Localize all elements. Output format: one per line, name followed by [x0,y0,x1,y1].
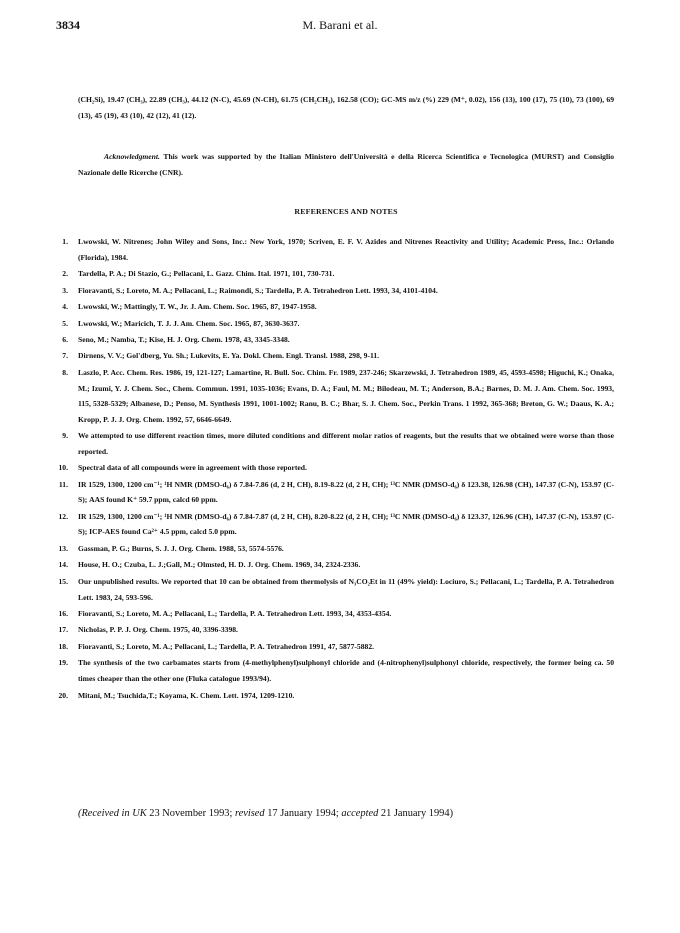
reference-item: 15. Our unpublished results. We reported that 10 can be obtained from thermolysis of N₃CO₂Et in 11 (49% yield): Lociuro, S.; Pellacani, L.; Tardella, P. A. Tetrahedron Lett. 1983, 24, 593-596. [58,576,614,602]
section-title: REFERENCES AND NOTES [294,207,398,217]
intro-text: (CH₂Si), 19.47 (CH₃), 22.89 (CH₃), 44.12 (N-C), 45.69 (N-CH), 61.75 (CH₂CH₃), 162.58 (CO); GC-MS m/z (%) 229 (M⁺, 0.02), 156 (13), 100 (17), 75 (10), 73 (100), 69 (13), 45 (19), 43 (10), 42 (12), 41 (12). [78,95,614,120]
reference-item: 6. Seno, M.; Namba, T.; Kise, H. J. Org. Chem. 1978, 43, 3345-3348. [62,334,290,344]
reference-item: 16. Fioravanti, S.; Loreto, M. A.; Pellacani, L.; Tardella, P. A. Tetrahedron Lett. 1993, 34, 4353-4354. [58,608,392,618]
reference-item: 9. We attempted to use different reaction times, more diluted conditions and different molar ratios of reagents, but the results that we obtained were worse than those reported. [62,431,614,456]
reference-item: 19. The synthesis of the two carbamates starts from (4-methylphenyl)sulphonyl chloride and (4-nitrophenyl)sulphonyl chloride, respectively, the former being ca. 50 times cheaper than the other one (Fluka catalogue 1993/94). [58,658,614,684]
reference-item: 2. Tardella, P. A.; Di Stazio, G.; Pellacani, L. Gazz. Chim. Ital. 1971, 101, 730-731. [62,269,335,279]
page-header [56,18,624,38]
running-head: M. Barani et al. [302,18,378,32]
reference-item: 10. Spectral data of all compounds were in agreement with those reported. [58,463,307,473]
reference-item: 11. IR 1529, 1300, 1200 cm⁻¹; ¹H NMR (DMSO-d₆) δ 7.84-7.86 (d, 2 H, CH), 8.19-8.22 (d, 2 H, CH); ¹³C NMR (DMSO-d₆) δ 123.38, 126.98 (CH), 147.37 (C-N), 153.97 (C-S); AAS found K⁺ 59.7 ppm, calcd 60 ppm. [58,479,614,505]
reference-item: 7. Dirnens, V. V.; Gol'dberg, Yu. Sh.; Lukevits, E. Ya. Dokl. Chem. Engl. Transl. 1988, 298, 9-11. [62,351,380,361]
reference-item: 14. House, H. O.; Czuba, L. J.;Gall, M.; Olmsted, H. D. J. Org. Chem. 1969, 34, 2324-2336. [58,560,361,570]
reference-item: 13. Gassman, P. G.; Burns, S. J. J. Org. Chem. 1988, 53, 5574-5576. [58,543,284,553]
acknowledgment-paragraph [78,149,614,180]
reference-item: 5. Lwowski, W.; Maricich, T. J. J. Am. Chem. Soc. 1965, 87, 3630-3637. [62,318,300,328]
received-dates: (Received in UK 23 November 1993; revised 17 January 1994; accepted 21 January 1994) [78,808,454,819]
reference-item: 8. Laszlo, P. Acc. Chem. Res. 1986, 19, 121-127; Lamartine, R. Bull. Soc. Chim. Fr. 1989, 237-246; Skarzewski, J. Tetrahedron 1989, 45, 4593-4598; Higuchi, K.; Onaka, M.; Izumi, Y. J. Chem. Soc., Chem. Commun. 1991, 1035-1036; Evans, D. A.; Faul, M. M.; Bilodeau, M. T.; Anderson, B.A.; Barnes, D. M. J. Am. Chem. Soc. 1993, 115, 5328-5329; Albanese, D.; Penso, M. Synthesis 1991, 1001-1002; Ranu, B. C.; Bhar, S. J. Chem. Soc., Perkin Trans. 1 1992, 365-368; Breton, G. W.; Daaus, K. A.; Kropp, P. J. J. Org. Chem. 1992, 57, 6646-6649. [62,367,614,424]
page-number: 3834 [56,18,80,32]
reference-item: 18. Fioravanti, S.; Loreto, M. A.; Pellacani, L.; Tardella, P. A. Tetrahedron 1991, 47, 5877-5882. [58,641,375,651]
page-content [58,92,614,704]
acknowledgment-text: This work was supported by the Italian Ministero dell'Università e della Ricerca Scientifica e Tecnologica (MURST) and Consiglio Nazionale delle Ricerche (CNR). [78,152,614,177]
reference-item: 20. Mitani, M.; Tsuchida,T.; Koyama, K. Chem. Lett. 1974, 1209-1210. [58,690,295,700]
acknowledgment-label: Acknowledgment. [104,152,160,162]
reference-item: 3. Fioravanti, S.; Loreto, M. A.; Pellacani, L.; Raimondi, S.; Tardella, P. A. Tetrahedron Lett. 1993, 34, 4101-4104. [62,285,438,295]
reference-item: 17. Nicholas, P. P. J. Org. Chem. 1975, 40, 3396-3398. [58,625,238,635]
reference-item: 1. Lwowski, W. Nitrenes; John Wiley and Sons, Inc.: New York, 1970; Scriven, E. F. V. Azides and Nitrenes Reactivity and Utility; Academic Press, Inc.: Orlando (Florida), 1984. [62,236,614,262]
references-list [58,234,614,703]
reference-item: 4. Lwowski, W.; Mattingly, T. W., Jr. J. Am. Chem. Soc. 1965, 87, 1947-1958. [62,302,317,312]
reference-item: 12. IR 1529, 1300, 1200 cm⁻¹; ¹H NMR (DMSO-d₆) δ 7.84-7.87 (d, 2 H, CH), 8.20-8.22 (d, 2 H, CH); ¹³C NMR (DMSO-d₆) δ 123.37, 126.96 (CH), 147.37 (C-N), 153.97 (C-S); ICP-AES found Ca²⁺ 4.5 ppm, calcd 5.0 ppm. [58,511,614,537]
